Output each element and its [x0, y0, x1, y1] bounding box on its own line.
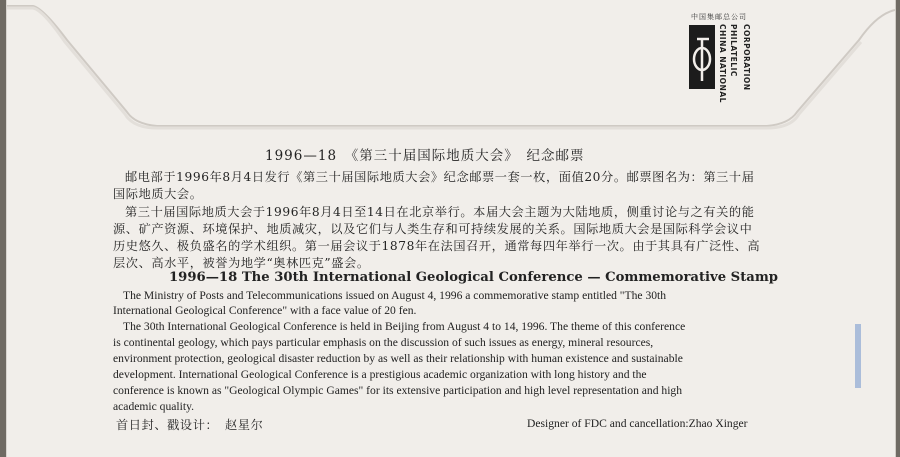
english-line: development. International Geological Conference is a prestigious academic organization with long history and the	[113, 368, 647, 381]
english-line: is continental geology, which pays particular emphasis on the discussion of such issues as energy, mineral resources,	[113, 336, 654, 349]
designer-chinese: 首日封、戳设计： 赵星尔	[116, 418, 264, 432]
chinese-line: 第三十届国际地质大会于1996年8月4日至14日在北京举行。本届大会主题为大陆地质，侧重讨论与之有关的能	[125, 205, 755, 219]
phi-icon	[689, 25, 715, 89]
chinese-line: 邮电部于1996年8月4日发行《第三十届国际地质大会》纪念邮票一套一枚，面值20分。邮票图名为：第三十届	[125, 170, 755, 184]
chinese-line: 国际地质大会。	[113, 187, 203, 201]
english-title: 1996—18 The 30th International Geological Conference — Commemorative Stamp	[169, 270, 779, 285]
envelope-back	[6, 0, 896, 457]
logo-chinese-text: 中国集邮总公司	[691, 13, 747, 21]
english-line: International Geological Conference" with a face value of 20 fen.	[113, 304, 417, 317]
logo-text-line-2: PHILATELIC	[729, 24, 738, 77]
chinese-line: 层次、高水平，被誉为地学“奥林匹克”盛会。	[113, 256, 370, 270]
english-line: conference is known as "Geological Olympic Games" for its extensive participation and high level representation and high	[113, 384, 683, 397]
logo-text-line-1: CHINA NATIONAL	[718, 24, 727, 103]
logo-emblem	[689, 25, 715, 89]
stamp-edge	[855, 324, 861, 388]
chinese-line: 历史悠久、极负盛名的学术组织。第一届会议于1878年在法国召开，通常每四年举行一次。由于其具有广泛性、高	[113, 239, 761, 253]
english-line: academic quality.	[113, 400, 195, 413]
chinese-title: 1996—18 《第三十届国际地质大会》 纪念邮票	[265, 148, 585, 164]
english-line: environment protection, geological disaster reduction by as well as their relationship with human existence and sustainable	[113, 352, 683, 365]
designer-english: Designer of FDC and cancellation:Zhao Xinger	[527, 417, 748, 430]
english-line: The Ministry of Posts and Telecommunications issued on August 4, 1996 a commemorative stamp entitled "The 30th	[123, 289, 667, 302]
philatelic-logo	[687, 12, 777, 103]
logo-text-line-3: CORPORATION	[742, 24, 751, 91]
english-line: The 30th International Geological Conference is held in Beijing from August 4 to 14, 1996. The theme of this conference	[123, 320, 686, 333]
chinese-line: 源、矿产资源、环境保护、地质减灾，以及它们与人类生存和可持续发展的关系。国际地质大会是国际科学会议中	[113, 222, 753, 236]
